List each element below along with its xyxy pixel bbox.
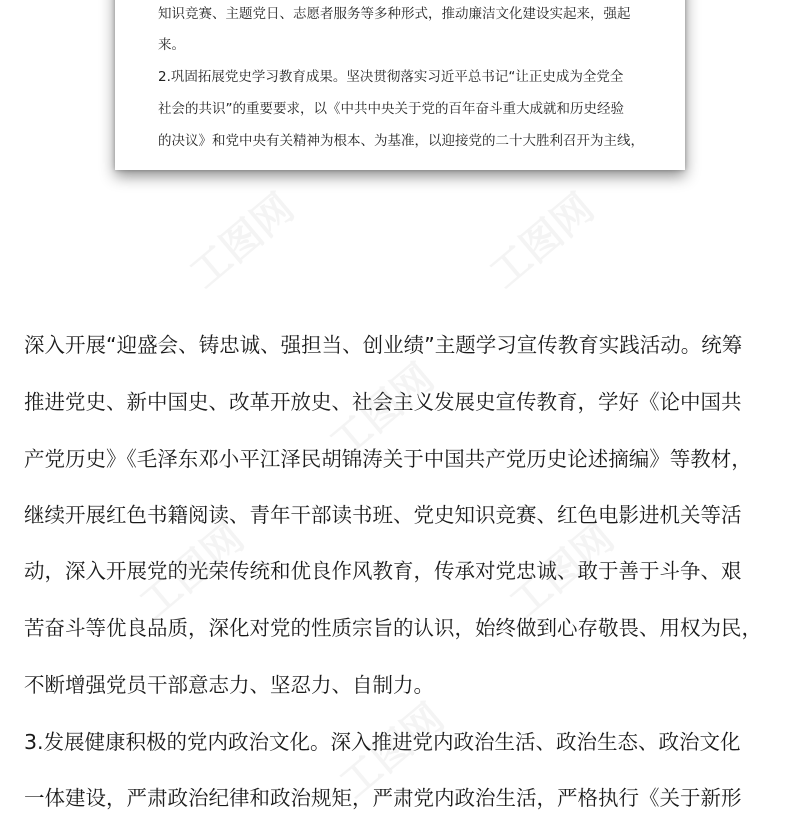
body-line: 苦奋斗等优良品质，深化对党的性质宗旨的认识，始终做到心存敬畏、用权为民， (24, 616, 762, 640)
body-line: 3.发展健康积极的党内政治文化。深入推进党内政治生活、政治生态、政治文化 (24, 730, 741, 754)
preview-line: 2.巩固拓展党史学习教育成果。坚决贯彻落实习近平总书记“让正史成为全党全 (158, 69, 624, 85)
body-line: 深入开展“迎盛会、铸忠诚、强担当、创业绩”主题学习宣传教育实践活动。统筹 (24, 333, 743, 357)
body-line: 动，深入开展党的光荣传统和优良作风教育，传承对党忠诚、敢于善于斗争、艰 (24, 559, 742, 583)
watermark: 工图网 (131, 514, 253, 628)
body-line: 产党历史》《毛泽东邓小平江泽民胡锦涛关于中国共产党历史论述摘编》等教材， (24, 447, 752, 471)
watermark: 工图网 (331, 694, 453, 808)
body-line: 继续开展红色书籍阅读、青年干部读书班、党史知识竞赛、红色电影进机关等活 (24, 503, 742, 527)
watermark: 工图网 (481, 184, 603, 298)
body-line: 一体建设，严肃政治纪律和政治规矩，严肃党内政治生活，严格执行《关于新形 (24, 786, 742, 810)
preview-line: 的决议》和党中央有关精神为根本、为基准，以迎接党的二十大胜利召开为主线， (158, 133, 644, 149)
preview-line: 知识竞赛、主题党日、志愿者服务等多种形式，推动廉洁文化建设实起来，强起 (158, 6, 631, 22)
body-line: 不断增强党员干部意志力、坚忍力、自制力。 (24, 673, 434, 697)
preview-line: 社会的共识”的重要要求，以《中共中央关于党的百年奋斗重大成就和历史经验 (158, 101, 624, 117)
watermark: 工图网 (181, 184, 303, 298)
body-line: 推进党史、新中国史、改革开放史、社会主义发展史宣传教育，学好《论中国共 (24, 390, 742, 414)
document-preview-card (115, 0, 685, 170)
watermark: 工图网 (501, 514, 623, 628)
preview-line: 来。 (158, 37, 185, 53)
watermark: 工图网 (321, 354, 443, 468)
